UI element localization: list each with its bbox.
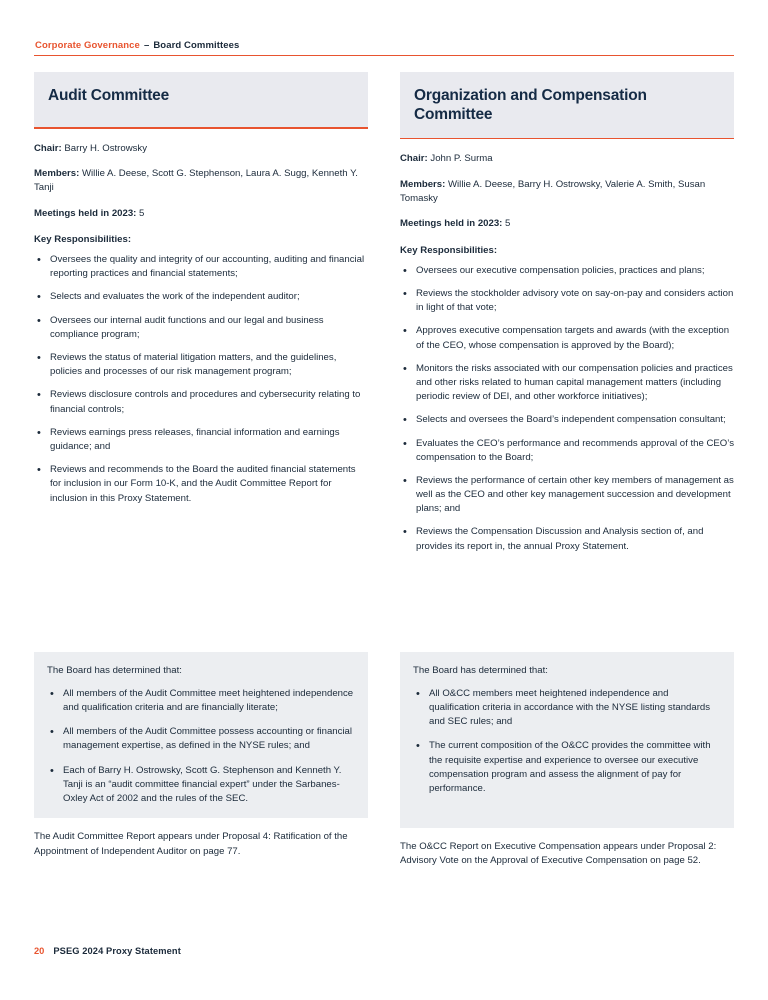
determination-panel bbox=[400, 652, 734, 828]
members-row bbox=[400, 178, 734, 207]
list-item: • Reviews and recommends to the Board the audited financial statements for inclusion in our Form 10-K, and the Audit Committee Report for inclusion in this Proxy Statement. bbox=[34, 463, 368, 506]
committee-meta bbox=[400, 152, 734, 232]
chair-label: Chair: bbox=[34, 142, 62, 154]
page-number: 20 bbox=[34, 946, 45, 956]
list-item: • Reviews the Compensation Discussion and Analysis section of, and provides its report in, the annual Proxy Statement. bbox=[400, 525, 734, 553]
determination-section bbox=[400, 652, 734, 869]
committee-title-box bbox=[34, 72, 368, 127]
list-item: • Approves executive compensation targets and awards (with the exception of the CEO, whose compensation is approved by the Board); bbox=[400, 324, 734, 352]
page-title: Audit Committee bbox=[48, 87, 170, 104]
determination-list bbox=[413, 687, 721, 796]
list-item: • Oversees our internal audit functions and our legal and business compliance program; bbox=[34, 314, 368, 342]
determination-section bbox=[34, 652, 368, 859]
members-value: Willie A. Deese, Barry H. Ostrowsky, Valerie A. Smith, Susan Tomasky bbox=[400, 178, 706, 205]
list-item: • Oversees the quality and integrity of our accounting, auditing and financial reporting practices and financial statements; bbox=[34, 253, 368, 281]
determination-intro: The Board has determined that: bbox=[413, 665, 548, 676]
running-header-primary: Corporate Governance bbox=[35, 40, 140, 51]
list-item: • Reviews disclosure controls and procedures and cybersecurity relating to financial controls; bbox=[34, 388, 368, 416]
list-item: • The current composition of the O&CC provides the committee with the requisite expertise and experience to oversee our executive compensation program and assess the alignment of pay for performance. bbox=[413, 739, 721, 796]
list-item: • All members of the Audit Committee possess accounting or financial management expertise, as defined in the NYSE rules; and bbox=[47, 725, 355, 753]
page-title: Organization and Compensation Committee bbox=[414, 87, 647, 124]
meetings-row bbox=[34, 207, 368, 221]
committee-column-audit bbox=[34, 72, 368, 857]
running-header-dash: – bbox=[143, 40, 150, 51]
list-item: • Reviews the performance of certain other key members of management as well as the CEO and other key management succession and development plans; and bbox=[400, 474, 734, 517]
header-divider bbox=[34, 55, 734, 56]
meetings-value: 5 bbox=[505, 218, 511, 230]
committee-report-footnote: The Audit Committee Report appears under Proposal 4: Ratification of the Appointment of Independent Auditor on page 77. bbox=[34, 831, 348, 857]
chair-value: John P. Surma bbox=[430, 153, 493, 165]
list-item: • Reviews the status of material litigation matters, and the guidelines, policies and processes of our risk management program; bbox=[34, 351, 368, 379]
page-footer bbox=[34, 946, 181, 956]
list-item: • Monitors the risks associated with our compensation policies and practices and other risks related to human capital management matters (including periodic review of DEI, and other workforce initiatives); bbox=[400, 362, 734, 405]
list-item: • All O&CC members meet heightened independence and qualification criteria in accordance with the NYSE listing standards and SEC rules; and bbox=[413, 687, 721, 730]
list-item: • Oversees our executive compensation policies, practices and plans; bbox=[400, 264, 734, 278]
list-item: • Reviews the stockholder advisory vote on say-on-pay and considers action in light of that vote; bbox=[400, 287, 734, 315]
members-row bbox=[34, 167, 368, 196]
responsibilities-label: Key Responsibilities: bbox=[400, 244, 498, 256]
responsibilities-label: Key Responsibilities: bbox=[34, 234, 132, 246]
responsibilities-list bbox=[400, 264, 734, 554]
determination-panel bbox=[34, 652, 368, 818]
determination-intro: The Board has determined that: bbox=[47, 665, 182, 676]
committee-title-box bbox=[400, 72, 734, 138]
members-label: Members: bbox=[34, 167, 80, 179]
chair-row bbox=[34, 142, 368, 156]
running-header bbox=[34, 40, 734, 51]
committee-columns bbox=[34, 72, 734, 867]
committee-title-rule bbox=[400, 138, 734, 140]
list-item: • Evaluates the CEO’s performance and recommends approval of the CEO’s compensation to the Board; bbox=[400, 437, 734, 465]
list-item: • Selects and evaluates the work of the independent auditor; bbox=[34, 290, 368, 304]
meetings-label: Meetings held in 2023: bbox=[400, 218, 503, 230]
list-item: • Reviews earnings press releases, financial information and earnings guidance; and bbox=[34, 426, 368, 454]
meetings-label: Meetings held in 2023: bbox=[34, 207, 137, 219]
members-label: Members: bbox=[400, 178, 446, 190]
committee-report-footnote: The O&CC Report on Executive Compensation appears under Proposal 2: Advisory Vote on the Approval of Executive Compensation on page 52. bbox=[400, 841, 717, 867]
responsibilities-list bbox=[34, 253, 368, 506]
committee-column-occ bbox=[400, 72, 734, 867]
meetings-row bbox=[400, 217, 734, 231]
committee-meta bbox=[34, 142, 368, 222]
list-item: • All members of the Audit Committee meet heightened independence and qualification criteria and are financially literate; bbox=[47, 687, 355, 715]
list-item: • Selects and oversees the Board’s independent compensation consultant; bbox=[400, 413, 734, 427]
running-header-secondary: Board Committees bbox=[153, 40, 240, 51]
meetings-value: 5 bbox=[139, 207, 145, 219]
list-item: • Each of Barry H. Ostrowsky, Scott G. Stephenson and Kenneth Y. Tanji is an “audit committee financial expert” under the Sarbanes-Oxley Act of 2002 and the rules of the SEC. bbox=[47, 764, 355, 807]
chair-value: Barry H. Ostrowsky bbox=[64, 142, 148, 154]
members-value: Willie A. Deese, Scott G. Stephenson, Laura A. Sugg, Kenneth Y. Tanji bbox=[34, 167, 358, 194]
determination-list bbox=[47, 687, 355, 806]
chair-label: Chair: bbox=[400, 153, 428, 165]
committee-title-rule bbox=[34, 127, 368, 129]
chair-row bbox=[400, 152, 734, 166]
footer-text: PSEG 2024 Proxy Statement bbox=[53, 946, 181, 956]
